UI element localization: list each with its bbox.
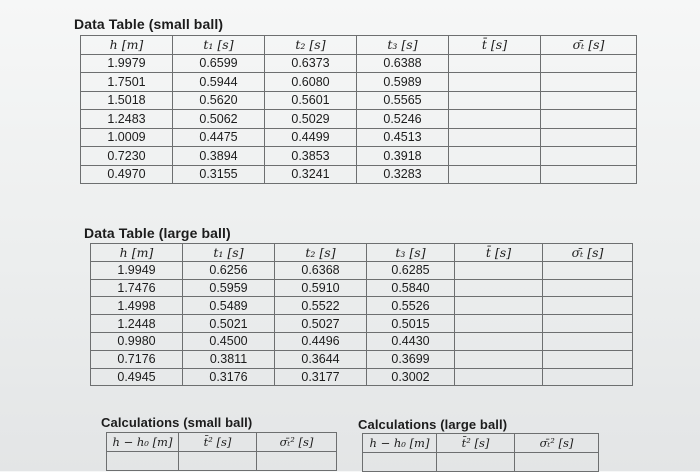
table-cell: [437, 453, 515, 472]
table-cell: [543, 315, 633, 333]
table-cell: 1.2483: [81, 110, 173, 129]
table-cell: [455, 332, 543, 350]
table-cell: 0.5840: [367, 279, 455, 297]
table-cell: [543, 350, 633, 368]
table-cell: 0.5620: [173, 91, 265, 110]
table-cell: [449, 128, 541, 147]
table-row: [81, 91, 637, 110]
calc-large-caption: Calculations (large ball): [358, 417, 508, 432]
table-cell: [543, 368, 633, 386]
table-cell: 0.5489: [183, 297, 275, 315]
table-row: [91, 368, 633, 386]
table-cell: [363, 453, 437, 472]
table-cell: 0.5959: [183, 279, 275, 297]
column-header: h [m]: [81, 36, 173, 55]
large-ball-data-table: [90, 243, 633, 386]
table-cell: [449, 110, 541, 129]
table-cell: 0.5015: [367, 315, 455, 333]
table-cell: 0.7230: [81, 147, 173, 166]
column-header: σₜ̄² [s]: [515, 434, 599, 453]
table-cell: 1.7501: [81, 73, 173, 92]
table-row: [91, 332, 633, 350]
table-row: [91, 297, 633, 315]
table-cell: 1.9979: [81, 54, 173, 73]
column-header: t̄² [s]: [437, 434, 515, 453]
table-cell: 0.4513: [357, 128, 449, 147]
table-row: [81, 147, 637, 166]
table-cell: 0.5989: [357, 73, 449, 92]
table-cell: 0.6256: [183, 261, 275, 279]
table-cell: 0.3918: [357, 147, 449, 166]
table-cell: 0.3811: [183, 350, 275, 368]
table-row: [81, 128, 637, 147]
table-row: [81, 165, 637, 184]
table-cell: [449, 165, 541, 184]
table-header-row: [107, 433, 337, 452]
table-cell: 0.3155: [173, 165, 265, 184]
table-cell: 1.7476: [91, 279, 183, 297]
table-cell: [515, 453, 599, 472]
table-cell: 0.3699: [367, 350, 455, 368]
table-cell: 0.3853: [265, 147, 357, 166]
table-cell: [543, 261, 633, 279]
table-row: [91, 350, 633, 368]
table-row: [81, 54, 637, 73]
table-cell: 0.3176: [183, 368, 275, 386]
table-cell: 0.3002: [367, 368, 455, 386]
table-cell: 0.3177: [275, 368, 367, 386]
table-row: [107, 452, 337, 471]
table-row: [81, 73, 637, 92]
table-cell: 0.4499: [265, 128, 357, 147]
table-cell: 1.0009: [81, 128, 173, 147]
table-cell: [449, 73, 541, 92]
table-cell: 1.5018: [81, 91, 173, 110]
table-cell: 0.5526: [367, 297, 455, 315]
table-cell: 1.4998: [91, 297, 183, 315]
table-cell: 0.5246: [357, 110, 449, 129]
table-cell: 0.5522: [275, 297, 367, 315]
table-cell: [107, 452, 179, 471]
table-cell: [449, 91, 541, 110]
table-cell: 0.4430: [367, 332, 455, 350]
column-header: t̄ [s]: [455, 244, 543, 262]
table-cell: 0.5027: [275, 315, 367, 333]
table-row: [363, 453, 599, 472]
table-cell: 1.2448: [91, 315, 183, 333]
table-cell: 0.5601: [265, 91, 357, 110]
table-cell: 0.5021: [183, 315, 275, 333]
large-ball-table-caption: Data Table (large ball): [84, 225, 231, 241]
table-cell: [257, 452, 337, 471]
table-header-row: [363, 434, 599, 453]
table-row: [91, 279, 633, 297]
column-header: σₜ̄ [s]: [541, 36, 637, 55]
table-cell: 0.3894: [173, 147, 265, 166]
table-cell: 0.6368: [275, 261, 367, 279]
column-header: t₂ [s]: [265, 36, 357, 55]
table-cell: 0.9980: [91, 332, 183, 350]
table-cell: [541, 110, 637, 129]
table-cell: 0.5910: [275, 279, 367, 297]
table-cell: 0.3283: [357, 165, 449, 184]
column-header: t₂ [s]: [275, 244, 367, 262]
table-header-row: [91, 244, 633, 262]
table-cell: 0.5062: [173, 110, 265, 129]
table-cell: [455, 315, 543, 333]
table-row: [91, 261, 633, 279]
column-header: t₁ [s]: [173, 36, 265, 55]
table-cell: [455, 368, 543, 386]
table-cell: 1.9949: [91, 261, 183, 279]
table-cell: 0.6080: [265, 73, 357, 92]
small-ball-table-caption: Data Table (small ball): [74, 16, 224, 32]
table-cell: [449, 54, 541, 73]
table-cell: 0.5944: [173, 73, 265, 92]
table-cell: 0.4500: [183, 332, 275, 350]
table-cell: 0.6388: [357, 54, 449, 73]
table-cell: [543, 297, 633, 315]
table-cell: [541, 73, 637, 92]
column-header: σₜ̄² [s]: [257, 433, 337, 452]
table-cell: 0.6599: [173, 54, 265, 73]
table-cell: 0.4970: [81, 165, 173, 184]
column-header: t₃ [s]: [357, 36, 449, 55]
column-header: t₃ [s]: [367, 244, 455, 262]
column-header: t₁ [s]: [183, 244, 275, 262]
table-cell: [543, 279, 633, 297]
calc-large-table: [362, 433, 599, 472]
table-cell: [455, 261, 543, 279]
table-cell: 0.4475: [173, 128, 265, 147]
column-header: σₜ̄ [s]: [543, 244, 633, 262]
table-cell: 0.6373: [265, 54, 357, 73]
table-cell: [541, 54, 637, 73]
table-cell: [179, 452, 257, 471]
table-cell: [541, 128, 637, 147]
table-cell: 0.6285: [367, 261, 455, 279]
column-header: h − h₀ [m]: [363, 434, 437, 453]
column-header: t̄² [s]: [179, 433, 257, 452]
calc-small-caption: Calculations (small ball): [101, 415, 253, 430]
table-cell: [455, 350, 543, 368]
table-cell: [543, 332, 633, 350]
table-cell: [455, 279, 543, 297]
table-row: [81, 110, 637, 129]
column-header: h [m]: [91, 244, 183, 262]
column-header: t̄ [s]: [449, 36, 541, 55]
table-cell: 0.4496: [275, 332, 367, 350]
column-header: h − h₀ [m]: [107, 433, 179, 452]
table-row: [91, 315, 633, 333]
table-cell: 0.5029: [265, 110, 357, 129]
table-cell: 0.3241: [265, 165, 357, 184]
table-cell: 0.7176: [91, 350, 183, 368]
table-header-row: [81, 36, 637, 55]
table-cell: 0.5565: [357, 91, 449, 110]
table-cell: [541, 165, 637, 184]
table-cell: [449, 147, 541, 166]
table-cell: 0.3644: [275, 350, 367, 368]
calc-small-table: [106, 432, 337, 471]
table-cell: [455, 297, 543, 315]
table-cell: [541, 91, 637, 110]
small-ball-data-table: [80, 35, 637, 184]
table-cell: 0.4945: [91, 368, 183, 386]
table-cell: [541, 147, 637, 166]
